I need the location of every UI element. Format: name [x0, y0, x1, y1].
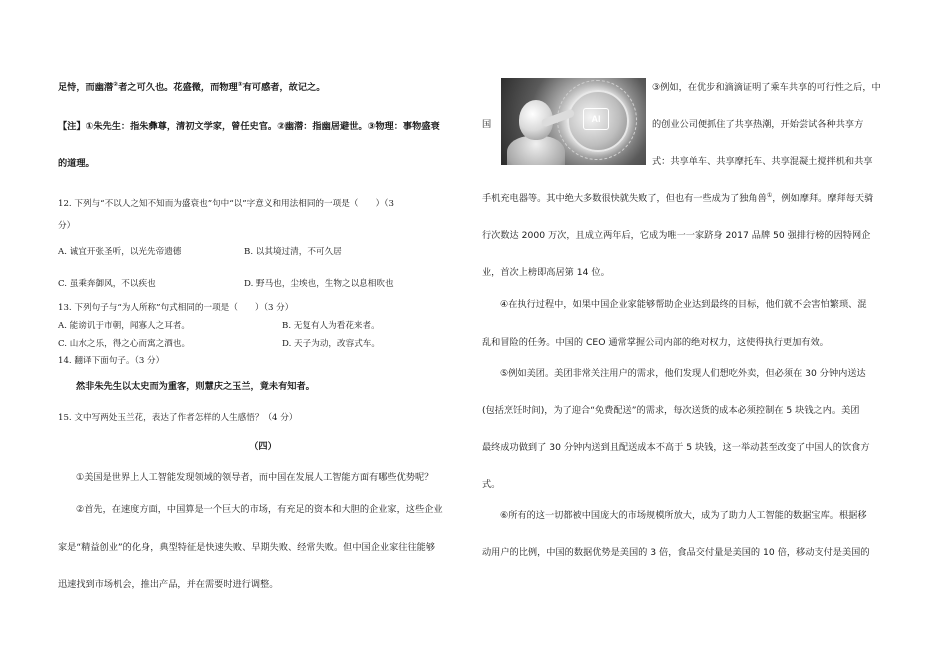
paragraph-5-line3: 最终成功做到了 30 分钟内送到且配送成本不高于 5 块钱，这一举动甚至改变了中国人的饮食方 [482, 442, 870, 453]
annotation-note-line2: 的道理。 [58, 158, 95, 169]
question-12-stem-cont: 分） [58, 221, 76, 231]
paragraph-3-line6: 业，首次上榜即高居第 14 位。 [482, 267, 610, 278]
paragraph-3-line4: 手机充电器等。其中绝大多数很快就失败了，但也有一些成为了独角兽①，例如摩拜。摩拜每天骑 [482, 191, 874, 204]
paragraph-3-line3: 式：共享单车、共享摩托车、共享混凝土搅拌机和共享 [652, 156, 873, 167]
paragraph-5-line1: ⑤例如美团。美团非常关注用户的需求，他们发现人们想吃外卖，但必须在 30 分钟内送达 [500, 368, 866, 379]
question-13-option-b: B. 无复有人为看花来者。 [282, 321, 380, 331]
question-12-option-c: C. 虽乘奔御风，不以疾也 [58, 279, 156, 289]
question-13-option-c: C. 山水之乐，得之心而寓之酒也。 [58, 339, 191, 349]
question-13-stem: 13. 下列句子与“为人所称”句式相同的一项是（ ）（3 分） [58, 303, 294, 313]
question-15-stem: 15. 文中写两处玉兰花，表达了作者怎样的人生感悟？（4 分） [58, 413, 298, 423]
paragraph-1: ①美国是世界上人工智能发现领域的领导者，而中国在发展人工智能方面有哪些优势呢？ [76, 472, 434, 483]
paragraph-3-line1: ③例如，在优步和滴滴证明了乘车共享的可行性之后，中 [652, 82, 881, 93]
paragraph-2-line1: ②首先，在速度方面，中国算是一个巨大的市场，有充足的资本和大胆的企业家，这些企业 [76, 504, 443, 515]
paragraph-6-line1: ⑥所有的这一切都被中国庞大的市场规模所放大，成为了助力人工智能的数据宝库。根据移 [500, 510, 867, 521]
robot-body [507, 136, 565, 165]
question-12-stem: 12. 下列与“不以人之知不知而为盛衰也”句中“以”字意义和用法相同的一项是（ ）（3 [58, 199, 394, 209]
ai-robot-image [501, 78, 646, 165]
paragraph-2-line3: 迅速找到市场机会，推出产品，并在需要时进行调整。 [58, 579, 279, 590]
question-13-option-d: D. 天子为动，改容式车。 [282, 339, 380, 349]
question-12-option-a: A. 诚宜开张圣听，以光先帝遗德 [58, 247, 182, 257]
question-12-option-b: B. 以其境过清，不可久居 [244, 247, 342, 257]
paragraph-5-line2: (包括烹饪时间)，为了迎合“免费配送”的需求，每次送货的成本必须控制在 5 块钱之内。美团 [482, 405, 860, 416]
passage-ending: 足恃，而幽潜②者之可久也。花盛微，而物理③有可感者，故记之。 [58, 80, 326, 93]
annotation-note-line1: 【注】①朱先生：指朱彝尊，清初文学家，曾任史官。②幽潜：指幽居避世。③物理：事物盛衰 [58, 121, 440, 132]
paragraph-6-line2: 动用户的比例，中国的数据优势是美国的 3 倍，食品交付量是美国的 10 倍，移动支付是美国的 [482, 547, 870, 558]
paragraph-3-line5: 行次数达 2000 万次，且成立两年后，它成为唯一一家跻身 2017 品牌 50 强排行榜的因特网企 [482, 230, 871, 241]
paragraph-2-line2: 家是“精益创业”的化身，典型特征是快速失败、早期失败、经常失败。但中国企业家往往能够 [58, 542, 436, 553]
ai-chip-icon: AI [583, 108, 609, 130]
paragraph-5-line4: 式。 [482, 479, 501, 490]
paragraph-4-line2: 乱和冒险的任务。中国的 CEO 通常掌握公司内部的绝对权力，这使得执行更加有效。 [482, 337, 829, 348]
question-12-option-d: D. 野马也，尘埃也，生物之以息相吹也 [244, 279, 394, 289]
paragraph-3-line2-right: 的创业公司便抓住了共享热潮，开始尝试各种共享方 [652, 119, 864, 130]
paragraph-3-line2-left: 国 [482, 119, 492, 130]
paragraph-4-line1: ④在执行过程中，如果中国企业家能够帮助企业达到最终的目标，他们就不会害怕繁琐、混 [500, 299, 867, 310]
question-14-sentence: 然非朱先生以太史而为重客，则慧庆之玉兰，竟未有知者。 [76, 381, 315, 392]
question-14-stem: 14. 翻译下面句子。（3 分） [58, 356, 165, 366]
section-four-heading: （四） [249, 441, 277, 452]
question-13-option-a: A. 能谤讥于市朝，闻寡人之耳者。 [58, 321, 190, 331]
